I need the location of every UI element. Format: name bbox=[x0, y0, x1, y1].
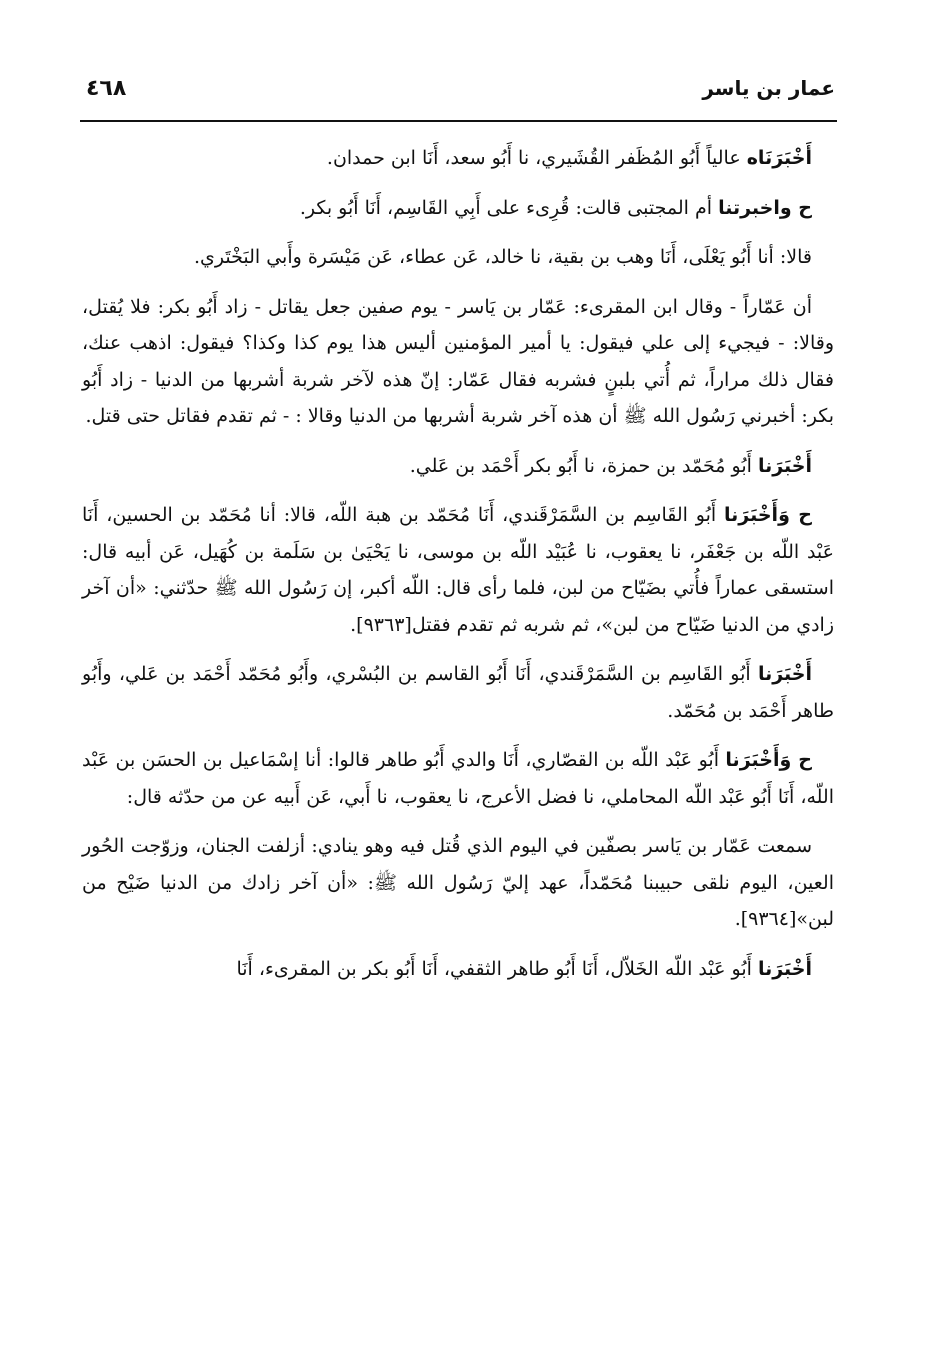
page-number: ٤٦٨ bbox=[86, 76, 127, 101]
paragraph-lead: ح واخبرتنا bbox=[718, 196, 812, 219]
paragraph-lead: أَخْبَرَنا bbox=[757, 454, 812, 477]
paragraph-text: أم المجتبى قالت: قُرِىء على أَبِي القَاسِم، أَنَا أَبُو بكر. bbox=[299, 196, 719, 219]
paragraph-lead: ح وَأَخْبَرَنا bbox=[725, 749, 812, 771]
paragraph-lead: أَخْبَرَنا bbox=[757, 957, 812, 980]
running-title: عمار بن ياسر bbox=[702, 76, 835, 100]
page-header bbox=[80, 72, 837, 122]
paragraph bbox=[82, 448, 834, 485]
paragraph bbox=[82, 951, 834, 988]
paragraph bbox=[82, 497, 834, 643]
paragraph-text: عالياً أَبُو المُظَفر القُشَيري، نا أَبُو سعد، أَنَا ابن حمدان. bbox=[326, 147, 747, 169]
paragraph bbox=[82, 140, 834, 177]
page-body bbox=[82, 140, 834, 993]
paragraph-text: سمعت عَمّار بن يَاسر بصفّين في اليوم الذي قُتل فيه وهو ينادي: أزلفت الجنان، وزوّجت الحُور العين، اليوم نلقى حبيبنا مُحَمّداً، عهد إليّ رَسُول الله ﷺ: «أن آخر زادك من الدنيا ضَيْح من لبن»[٩٣٦٤]. bbox=[82, 835, 834, 930]
paragraph-text: أَبُو القَاسِم بن السَّمَرْقَندي، أَنَا مُحَمّد بن هبة اللّه، قالا: أنا مُحَمّد بن الحسين، أَنَا عَبْد اللّه بن جَعْفَر، نا يعقوب، نا عُبَيْد اللّه بن موسى، نا يَحْيَىٰ بن سَلَمة بن كُهَيل، عَن أبيه قال: استسقى عماراً فأُتي بضَيّاح من لبن، فلما رأى قال: اللّه أكبر، إن رَسُول الله ﷺ حدّثني: «أن آخر زادي من الدنيا ضَيّاح من لبن»، ثم شربه ثم تقدم فقتل[٩٣٦٣]. bbox=[82, 504, 834, 636]
paragraph bbox=[82, 742, 834, 815]
paragraph-text: أن عَمّاراً - وقال ابن المقرىء: عَمّار بن يَاسر - يوم صفين جعل يقاتل - زاد أَبُو بكر: فلا يُقتل، وقالا: - فيجيء إلى علي فيقول: يا أمير المؤمنين أليس هذا يوم كذا وكذا؟ فيقول: اذهب عنك، فقال ذلك مراراً، ثم أُتي بلبنٍ فشربه فقال عَمّار: إنّ هذه لآخر شربة أشربها من الدنيا - زاد أَبُو بكر: أخبرني رَسُول الله ﷺ أن هذه آخر شربة أشربها من الدنيا وقالا : - ثم تقدم فقاتل حتى قتل. bbox=[82, 295, 834, 427]
paragraph-text: أَبُو القَاسِم بن السَّمَرْقَندي، أَنَا أَبُو القاسم بن البُسْري، وأَبُو مُحَمّد أَحْمَد بن عَلي، وأَبُو طاهر أَحْمَد بن مُحَمّد. bbox=[82, 663, 834, 722]
paragraph bbox=[82, 239, 834, 276]
paragraph bbox=[82, 828, 834, 938]
paragraph-lead: أَخْبَرَنَاه bbox=[746, 147, 812, 169]
paragraph bbox=[82, 289, 834, 435]
paragraph bbox=[82, 656, 834, 729]
paragraph-lead: أَخْبَرَنا bbox=[757, 663, 812, 685]
paragraph-text: أَبُو عَبْد اللّه الخَلاّل، أَنَا أَبُو طاهر الثقفي، أَنَا أَبُو بكر بن المقرىء، أَنَا bbox=[236, 957, 758, 980]
paragraph-text: أَبُو عَبْد اللّه بن القصّاري، أَنَا والدي أَبُو طاهر قالوا: أنا إسْمَاعيل بن الحسَن بن عَبْد اللّه، أَنَا أَبُو عَبْد اللّه المحاملي، نا فضل الأعرج، نا يعقوب، نا أَبي، عَن أَبيه عن من حدّثه قال: bbox=[82, 749, 834, 808]
paragraph bbox=[82, 190, 834, 227]
paragraph-text: قالا: أنا أَبُو يَعْلَى، أَنَا وهب بن بقية، نا خالد، عَن عطاء، عَن مَيْسَرة وأَبي البَخْتَري. bbox=[193, 246, 812, 268]
paragraph-text: أَبُو مُحَمّد بن حمزة، نا أَبُو بكر أَحْمَد بن عَلي. bbox=[409, 454, 758, 477]
paragraph-lead: ح وَأَخْبَرَنا bbox=[724, 504, 813, 526]
